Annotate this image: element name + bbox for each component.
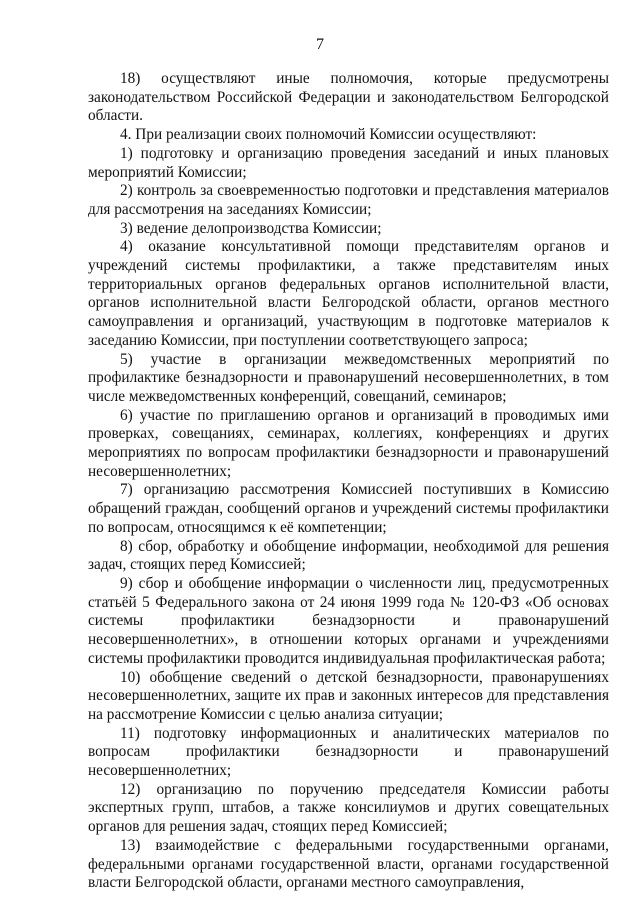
paragraph-item-18: 18) осуществляют иные полномочия, которые предусмотрены законодательством Российской Федерации и законодательством Белгородской области. <box>88 70 609 125</box>
paragraph-item-3: 3) ведение делопроизводства Комиссии; <box>120 219 382 237</box>
paragraph-item-10: 10) обобщение сведений о детской безнадзорности, правонарушениях несовершеннолетних, защите их прав и законных интересов для представления на рассмотрение Комиссии с целью анализа ситуации; <box>88 668 609 723</box>
paragraph-item-8: 8) сбор, обработку и обобщение информации, необходимой для решения задач, стоящих перед Комиссией; <box>88 537 609 574</box>
paragraph-item-12: 12) организацию по поручению председателя Комиссии работы экспертных групп, штабов, а также консилиумов и других совещательных органов для решения задач, стоящих перед Комиссией; <box>88 780 609 836</box>
paragraph-item-2: 2) контроль за своевременностью подготовки и представления материалов для рассмотрения на заседаниях Комиссии; <box>88 182 609 218</box>
document-body <box>88 70 609 893</box>
paragraph-section-4: 4. При реализации своих полномочий Комиссии осуществляют: <box>120 126 537 144</box>
paragraph-item-1: 1) подготовку и организацию проведения заседаний и иных плановых мероприятий Комиссии; <box>88 144 609 181</box>
paragraph-item-9: 9) сбор и обобщение информации о численности лиц, предусмотренных статьёй 5 Федерального закона от 24 июня 1999 года № 120-ФЗ «Об основах системы профилактики безнадзорности и правонарушений несовершеннолетних», в отношении которых органами и учреждениями системы профилактики проводится индивидуальная профилактическая работа; <box>88 574 609 667</box>
paragraph-item-13: 13) взаимодействие с федеральными государственными органами, федеральными органами государственной власти, органами государственной власти Белгородской области, органами местного самоуправления, <box>88 836 609 892</box>
paragraph-item-7: 7) организацию рассмотрения Комиссией поступивших в Комиссию обращений граждан, сообщений органов и учреждений системы профилактики по вопросам, относящимся к её компетенции; <box>88 481 609 536</box>
paragraph-item-6: 6) участие по приглашению органов и организаций в проводимых ими проверках, совещаниях, семинарах, коллегиях, конференциях и других мероприятиях по вопросам профилактики безнадзорности и правонарушений несовершеннолетних; <box>88 406 609 480</box>
paragraph-item-11: 11) подготовку информационных и аналитических материалов по вопросам профилактики безнадзорности и правонарушений несовершеннолетних; <box>88 724 609 780</box>
paragraph-item-4: 4) оказание консультативной помощи представителям органов и учреждений системы профилактики, а также представителям иных территориальных органов федеральных органов исполнительной власти, органов исполнительной власти Белгородской области, органов местного самоуправления и организаций, участвующим в подготовке материалов к заседанию Комиссии, при поступлении соответствующего запроса; <box>88 238 609 349</box>
paragraph-item-5: 5) участие в организации межведомственных мероприятий по профилактике безнадзорности и правонарушений несовершеннолетних, в том числе межведомственных конференций, совещаний, семинаров; <box>88 350 609 405</box>
page-number: 7 <box>316 36 324 53</box>
